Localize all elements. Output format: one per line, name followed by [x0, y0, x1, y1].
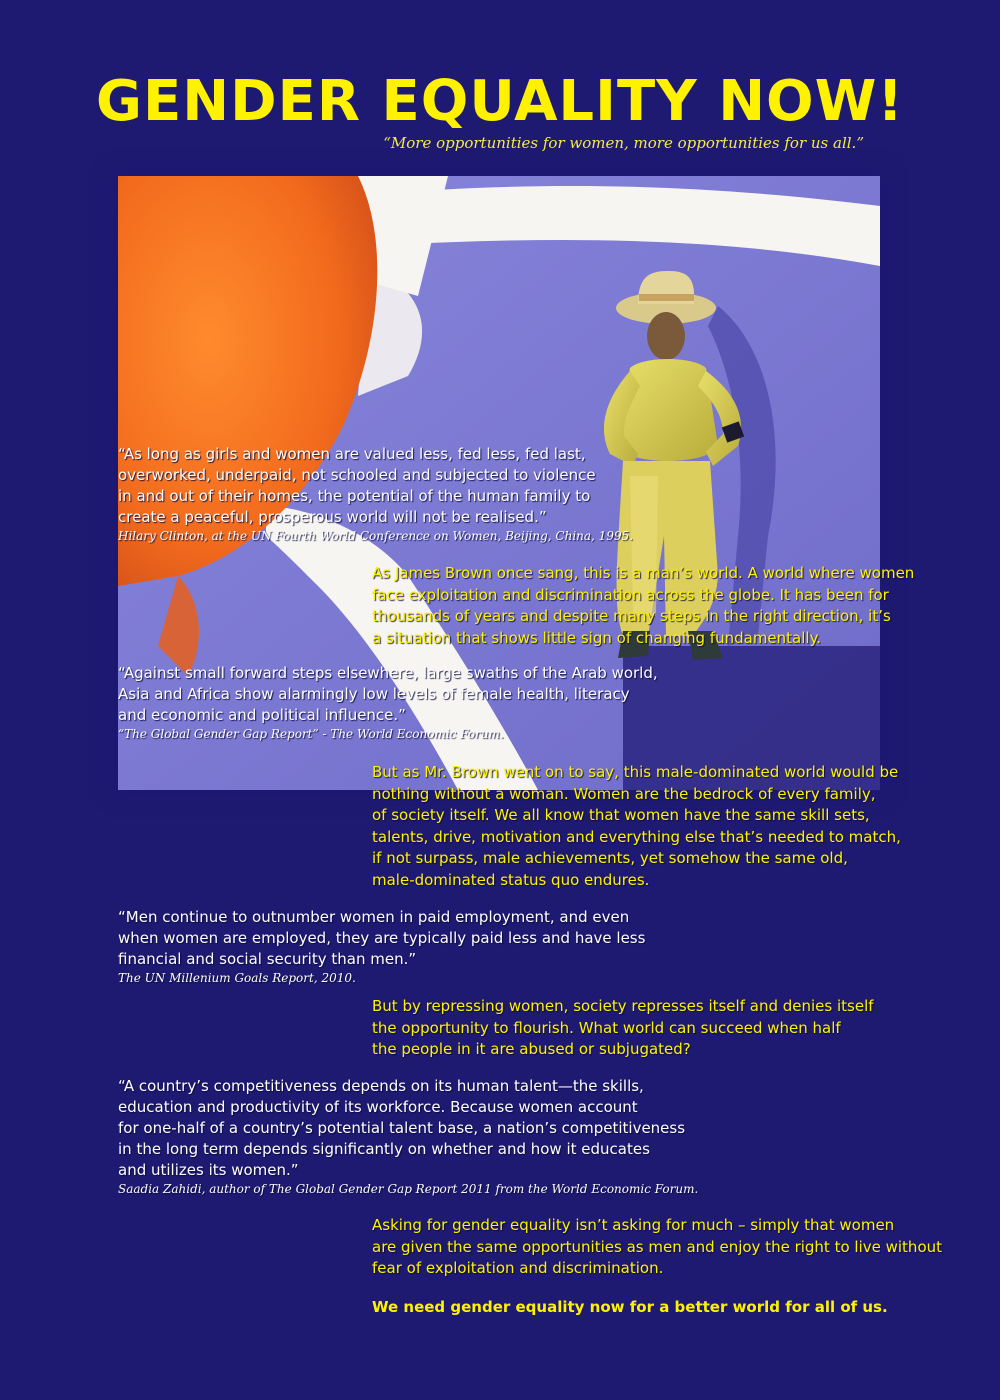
quote-attribution: Saadia Zahidi, author of The Global Gender Gap Report 2011 from the World Economic Forum. — [118, 1182, 699, 1196]
quote-text: “Against small forward steps elsewhere, large swaths of the Arab world, Asia and Africa show alarmingly low levels of female health, literacy and economic and political influence.” — [118, 664, 658, 724]
quote-attribution: The UN Millenium Goals Report, 2010. — [118, 971, 356, 985]
paragraph-repressing: But by repressing women, society represses itself and denies itself the opportunity to flourish. What world can succeed when half the people in it are abused or subjugated? — [372, 997, 874, 1058]
quote-attribution: “The Global Gender Gap Report” - The World Economic Forum. — [118, 727, 504, 741]
page-title: GENDER EQUALITY NOW! — [96, 69, 904, 134]
quote-gender-gap — [118, 663, 658, 742]
quote-text: “A country’s competitiveness depends on its human talent—the skills, education and productivity of its workforce. Because women account for one-half of a country’s potential talent base, a nation’s competitiveness in the long term depends significantly on whether and how it educates and utilizes its women.” — [118, 1077, 686, 1179]
paragraph-mans-world: As James Brown once sang, this is a man’s world. A world where women face exploitation and discrimination across the globe. It has been for thousands of years and despite many steps in the right direction, it’s a situation that shows little sign of changing fundamentally. — [372, 564, 915, 647]
quote-clinton — [118, 444, 633, 544]
quote-zahidi — [118, 1076, 698, 1197]
tagline: “More opportunities for women, more opportunities for us all.” — [383, 134, 864, 152]
quote-attribution: Hilary Clinton, at the UN Fourth World Conference on Women, Beijing, China, 1995. — [118, 529, 634, 543]
quote-un-goals — [118, 907, 645, 986]
quote-text: “As long as girls and women are valued less, fed less, fed last, overworked, underpaid, not schooled and subjected to violence in and out of their homes, the potential of the human family to create a peaceful, prosperous world will not be realised.” — [118, 445, 596, 526]
paragraph-male-dominated: But as Mr. Brown went on to say, this male-dominated world would be nothing without a woman. Women are the bedrock of every family, of society itself. We all know that women have the same skill sets, talents, drive, motivation and everything else that’s needed to match, if not surpass, male achievements, yet somehow the same old, male-dominated status quo endures. — [372, 763, 901, 889]
quote-text: “Men continue to outnumber women in paid employment, and even when women are employed, they are typically paid less and have less financial and social security than men.” — [118, 908, 646, 968]
closing-statement: We need gender equality now for a better world for all of us. — [372, 1298, 888, 1316]
paragraph-asking: Asking for gender equality isn’t asking for much – simply that women are given the same opportunities as men and enjoy the right to live without fear of exploitation and discrimination. — [372, 1216, 943, 1277]
